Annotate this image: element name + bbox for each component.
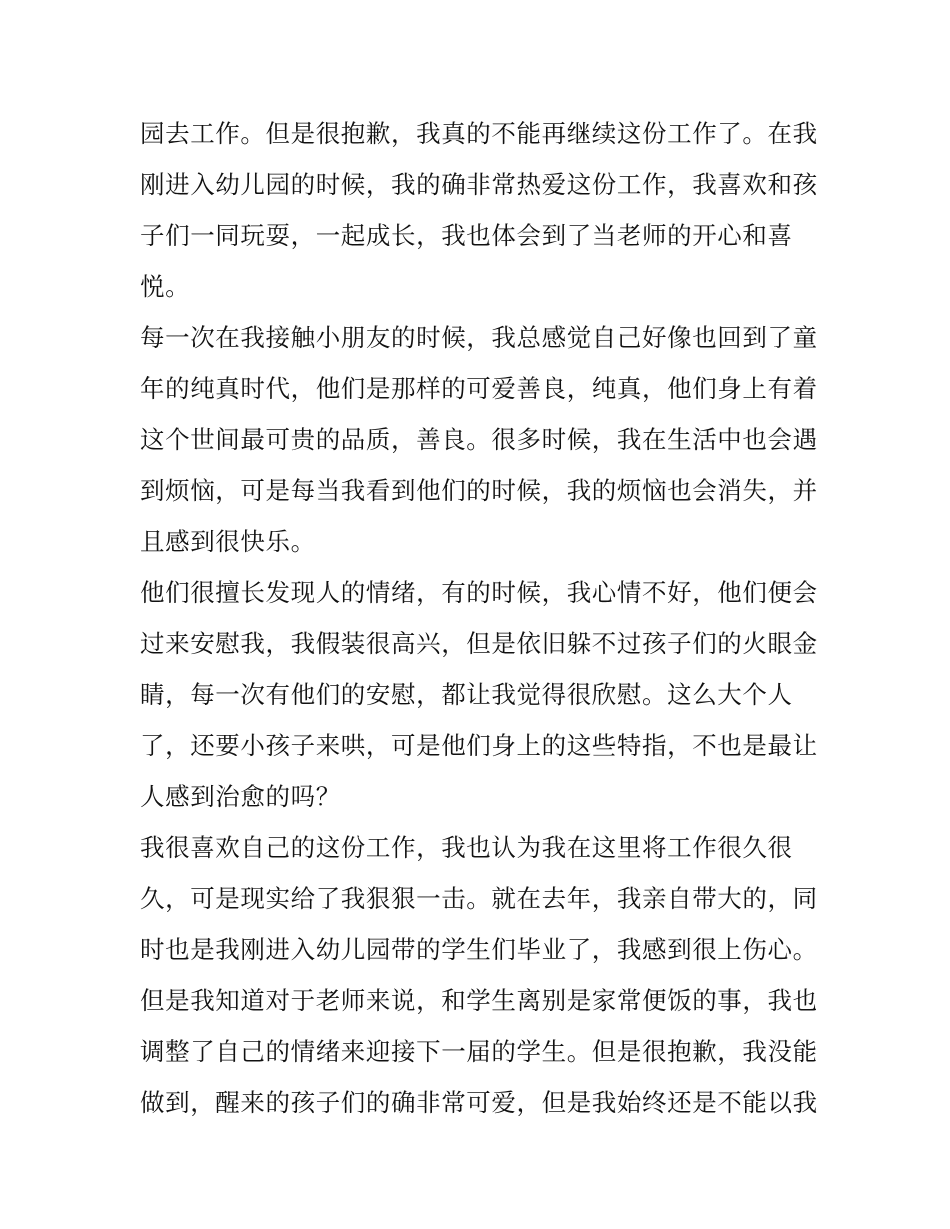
text-line: 园去工作。但是很抱歉，我真的不能再继续这份工作了。在我 bbox=[140, 119, 818, 148]
text-line: 人感到治愈的吗？ bbox=[140, 782, 341, 811]
document-body bbox=[140, 108, 820, 1128]
text-line: 每一次在我接触小朋友的时候，我总感觉自己好像也回到了童 bbox=[140, 323, 818, 352]
text-line: 做到，醒来的孩子们的确非常可爱，但是我始终还是不能以我 bbox=[140, 1088, 818, 1117]
text-line: 但是我知道对于老师来说，和学生离别是家常便饭的事，我也 bbox=[140, 986, 818, 1015]
text-line: 子们一同玩耍，一起成长，我也体会到了当老师的开心和喜 bbox=[140, 221, 793, 250]
text-line: 时也是我刚进入幼儿园带的学生们毕业了，我感到很上伤心。 bbox=[140, 935, 818, 964]
text-line: 过来安慰我，我假装很高兴，但是依旧躲不过孩子们的火眼金 bbox=[140, 629, 818, 658]
text-line: 他们很擅长发现人的情绪，有的时候，我心情不好，他们便会 bbox=[140, 578, 818, 607]
text-line: 睛，每一次有他们的安慰，都让我觉得很欣慰。这么大个人 bbox=[140, 680, 793, 709]
text-line: 我很喜欢自己的这份工作，我也认为我在这里将工作很久很 bbox=[140, 833, 793, 862]
text-line: 这个世间最可贵的品质，善良。很多时候，我在生活中也会遇 bbox=[140, 425, 818, 454]
text-line: 年的纯真时代，他们是那样的可爱善良，纯真，他们身上有着 bbox=[140, 374, 818, 403]
text-line: 了，还要小孩子来哄，可是他们身上的这些特指，不也是最让 bbox=[140, 731, 818, 760]
text-line: 到烦恼，可是每当我看到他们的时候，我的烦恼也会消失，并 bbox=[140, 476, 818, 505]
text-line: 调整了自己的情绪来迎接下一届的学生。但是很抱歉，我没能 bbox=[140, 1037, 818, 1066]
text-line: 刚进入幼儿园的时候，我的确非常热爱这份工作，我喜欢和孩 bbox=[140, 170, 818, 199]
text-line: 且感到很快乐。 bbox=[140, 527, 316, 556]
text-line: 久，可是现实给了我狠狠一击。就在去年，我亲自带大的，同 bbox=[140, 884, 818, 913]
text-line: 悦。 bbox=[140, 272, 191, 301]
